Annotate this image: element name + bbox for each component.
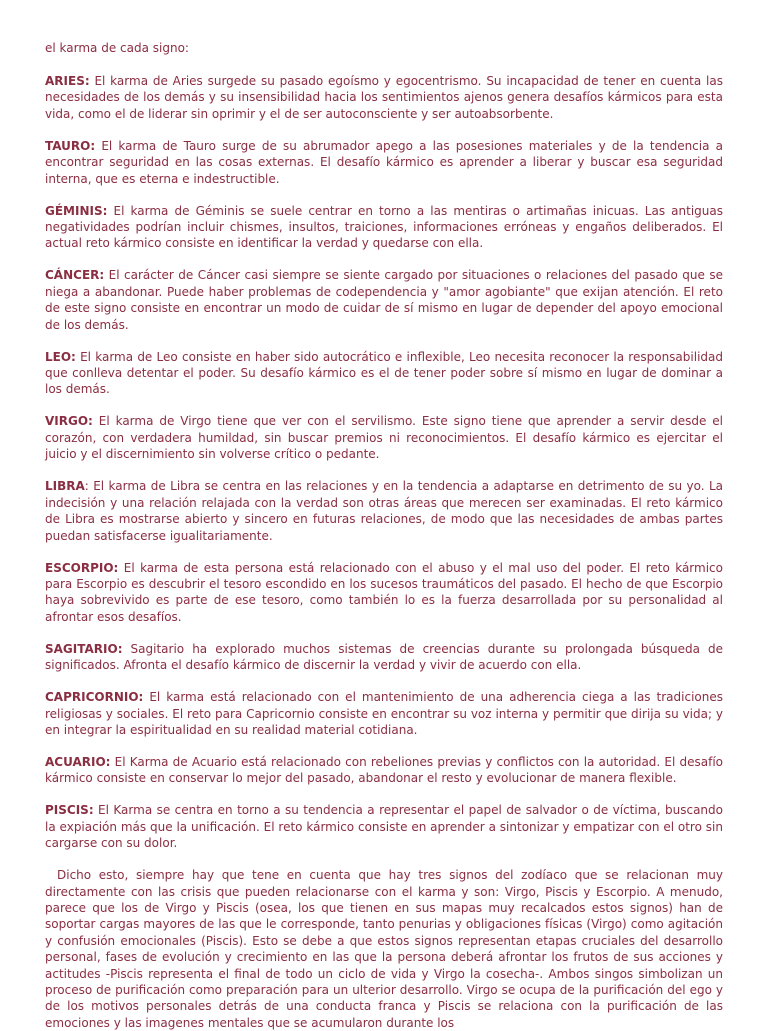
sign-text-virgo: El karma de Virgo tiene que ver con el servilismo. Este signo tiene que aprender a servir desde el corazón, con verdadera humildad, sin buscar premios ni reconocimientos. El desafío kármico es ejercitar el juicio y el discernimiento sin volverse crítico o pedante. bbox=[45, 414, 723, 462]
paragraph-capricornio bbox=[45, 689, 723, 738]
sign-name-geminis: GÉMINIS: bbox=[45, 203, 108, 218]
sign-text-capricornio: El karma está relacionado con el mantenimiento de una adherencia ciega a las tradiciones religiosas y sociales. El reto para Capricornio consiste en encontrar su voz interna y permitir que dirija su vida; y en integrar la espiritualidad en su realidad material cotidiana. bbox=[45, 690, 723, 737]
sign-text-tauro: El karma de Tauro surge de su abrumador apego a las posesiones materiales y de la tendencia a encontrar seguridad en las cosas externas. El desafío kármico es aprender a liberar y buscar esa seguridad interna, que es eterna e indestructible. bbox=[45, 138, 723, 186]
paragraph-acuario bbox=[45, 754, 723, 787]
sign-text-sagitario: Sagitario ha explorado muchos sistemas de creencias durante su prolongada búsqueda de significados. Afronta el desafío kármico de discernir la verdad y vivir de acuerdo con ella. bbox=[45, 641, 723, 673]
paragraph-sagitario bbox=[45, 641, 723, 674]
sign-name-cancer: CÁNCER: bbox=[45, 268, 105, 283]
paragraph-piscis bbox=[45, 802, 723, 851]
sign-name-leo: LEO: bbox=[45, 349, 76, 364]
closing-paragraph: Dicho esto, siempre hay que tene en cuenta que hay tres signos del zodíaco que se relacionan muy directamente con las crisis que pueden relacionarse con el karma y son: Virgo, Piscis y Escorpio. A menudo, parece que los de Virgo y Piscis (osea, los que tienen en sus mapas muy recalcados estos signos) han de soportar cargas mayores de las que le corresponde, tanto penurias y obligaciones físicas (Virgo) como agitación y confusión emocionales (Piscis). Esto se debe a que estos signos representan etapas cruciales del desarrollo personal, fases de evolución y crecimiento en las que la persona deberá afrontar los frutos de sus acciones y actitudes -Piscis representa el final de todo un ciclo de vida y Virgo la cosecha-. Ambos singos simbolizan un proceso de purificación como preparación para un ulterior desarrollo. Virgo se ocupa de la purificación del ego y de los motivos personales detrás de una conducta franca y Piscis se relaciona con la purificación de las emociones y las imagenes mentales que se acumularon durante los bbox=[45, 868, 723, 1030]
paragraph-cancer bbox=[45, 267, 723, 333]
sign-name-aries: ARIES: bbox=[45, 74, 90, 88]
paragraph-tauro bbox=[45, 138, 723, 187]
sign-name-escorpio: ESCORPIO: bbox=[45, 560, 119, 575]
paragraph-geminis bbox=[45, 203, 723, 252]
sign-name-sagitario: SAGITARIO: bbox=[45, 641, 123, 656]
paragraph-virgo bbox=[45, 413, 723, 462]
paragraph-libra bbox=[45, 478, 723, 544]
sign-text-aries: El karma de Aries surgede su pasado egoísmo y egocentrismo. Su incapacidad de tener en cuenta las necesidades de los demás y su insensibilidad hacia los sentimientos ajenos genera desafíos kármicos para esta vida, como el de liderar sin oprimir y el de ser autoconsciente y ser autoabsorbente. bbox=[45, 74, 723, 121]
sign-name-tauro: TAURO: bbox=[45, 138, 96, 153]
sign-text-leo: El karma de Leo consiste en haber sido autocrático e inflexible, Leo necesita reconocer la responsabilidad que conlleva detentar el poder. Su desafío kármico es el de tener poder sobre sí mismo en lugar de dominar a los demás. bbox=[45, 349, 723, 397]
paragraph-leo bbox=[45, 349, 723, 398]
sign-name-piscis: PISCIS: bbox=[45, 803, 94, 818]
sign-text-acuario: El Karma de Acuario está relacionado con rebeliones previas y conflictos con la autoridad. El desafío kármico consiste en conservar lo mejor del pasado, abandonar el resto y evolucionar de manera flexible. bbox=[45, 754, 723, 786]
sign-text-escorpio: El karma de esta persona está relacionado con el abuso y el mal uso del poder. El reto kármico para Escorpio es descubrir el tesoro escondido en los sucesos traumáticos del pasado. El hecho de que Escorpio haya sobrevivido es parte de ese tesoro, como también lo es la fuerza desarrollada por su personalidad al afrontar esos desafíos. bbox=[45, 560, 723, 624]
sign-text-libra: : El karma de Libra se centra en las relaciones y en la tendencia a adaptarse en detrimento de su yo. La indecisión y una relación relajada con la verdad son otras áreas que merecen ser examinadas. El reto kármico de Libra es mostrarse abierto y sincero en futuras relaciones, de modo que las necesidades de ambas partes puedan satisfacerse igualitariamente. bbox=[45, 479, 723, 543]
sign-name-capricornio: CAPRICORNIO: bbox=[45, 690, 144, 705]
document-page bbox=[45, 40, 723, 1031]
sign-name-libra: LIBRA bbox=[45, 479, 85, 494]
sign-name-virgo: VIRGO: bbox=[45, 414, 93, 429]
intro-line: el karma de cada signo: bbox=[45, 41, 189, 55]
paragraph-escorpio bbox=[45, 560, 723, 626]
sign-name-acuario: ACUARIO: bbox=[45, 754, 111, 769]
sign-text-piscis: El Karma se centra en torno a su tendencia a representar el papel de salvador o de víctima, buscando la expiación más que la unificación. El reto kármico consiste en aprender a sintonizar y empatizar con el otro sin cargarse con su dolor. bbox=[45, 803, 723, 851]
sign-text-cancer: El carácter de Cáncer casi siempre se siente cargado por situaciones o relaciones del pasado que se niega a abandonar. Puede haber problemas de codependencia y "amor agobiante" que exijan atención. El reto de este signo consiste en encontrar un modo de cuidar de sí mismo en lugar de depender del apoyo emocional de los demás. bbox=[45, 268, 723, 332]
paragraph-aries bbox=[45, 73, 723, 122]
sign-text-geminis: El karma de Géminis se suele centrar en torno a las mentiras o artimañas inicuas. Las antiguas negatividades podrían incluir chismes, insultos, traiciones, informaciones erróneas y engaños deliberados. El actual reto kármico consiste en identificar la verdad y quedarse con ella. bbox=[45, 203, 723, 251]
